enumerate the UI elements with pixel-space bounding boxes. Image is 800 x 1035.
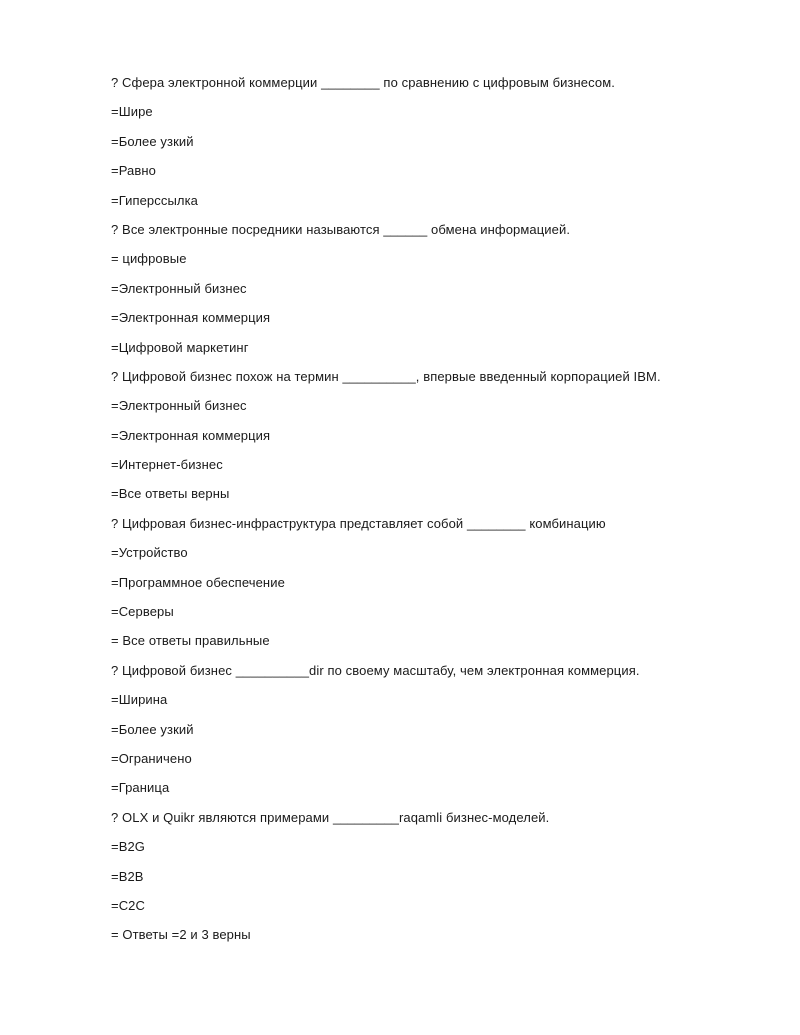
answer-option: =Программное обеспечение	[111, 574, 285, 590]
answer-option: =C2C	[111, 897, 145, 913]
question-text: ? Все электронные посредники называются ______ обмена информацией.	[111, 221, 571, 237]
answer-option: =Устройство	[111, 545, 188, 561]
answer-option: =Электронная коммерция	[111, 310, 271, 326]
answer-option: =Электронная коммерция	[111, 427, 271, 443]
answer-option: =Ограничено	[111, 750, 192, 766]
question-text: ? Цифровая бизнес-инфраструктура представляет собой ________ комбинацию	[111, 515, 606, 531]
answer-option: =Электронный бизнес	[111, 280, 247, 296]
answer-option: =Серверы	[111, 604, 174, 620]
answer-option: =Гиперссылка	[111, 192, 198, 208]
question-text: ? OLX и Quikr являются примерами _________raqamli бизнес-моделей.	[111, 809, 550, 825]
answer-option: =Шире	[111, 104, 153, 120]
answer-option: =Все ответы верны	[111, 486, 230, 502]
answer-option: =Электронный бизнес	[111, 398, 247, 414]
question-text: ? Сфера электронной коммерции ________ по сравнению с цифровым бизнесом.	[111, 75, 615, 90]
question-text: ? Цифровой бизнес похож на термин __________, впервые введенный корпорацией IBM.	[111, 368, 661, 384]
answer-option: =Более узкий	[111, 133, 194, 149]
answer-option: =Цифровой маркетинг	[111, 339, 249, 355]
answer-option: =Равно	[111, 163, 156, 179]
question-list	[111, 73, 751, 955]
answer-option: = Ответы =2 и 3 верны	[111, 927, 251, 943]
answer-option: =Ширина	[111, 692, 168, 708]
answer-option: =Граница	[111, 780, 170, 796]
answer-option: =Интернет-бизнес	[111, 457, 223, 473]
answer-option: = Все ответы правильные	[111, 633, 270, 649]
answer-option: =B2G	[111, 839, 146, 855]
answer-option: =Более узкий	[111, 721, 194, 737]
answer-option: =B2B	[111, 868, 144, 884]
question-text: ? Цифровой бизнес __________dir по своему масштабу, чем электронная коммерция.	[111, 662, 640, 678]
answer-option: = цифровые	[111, 251, 187, 267]
